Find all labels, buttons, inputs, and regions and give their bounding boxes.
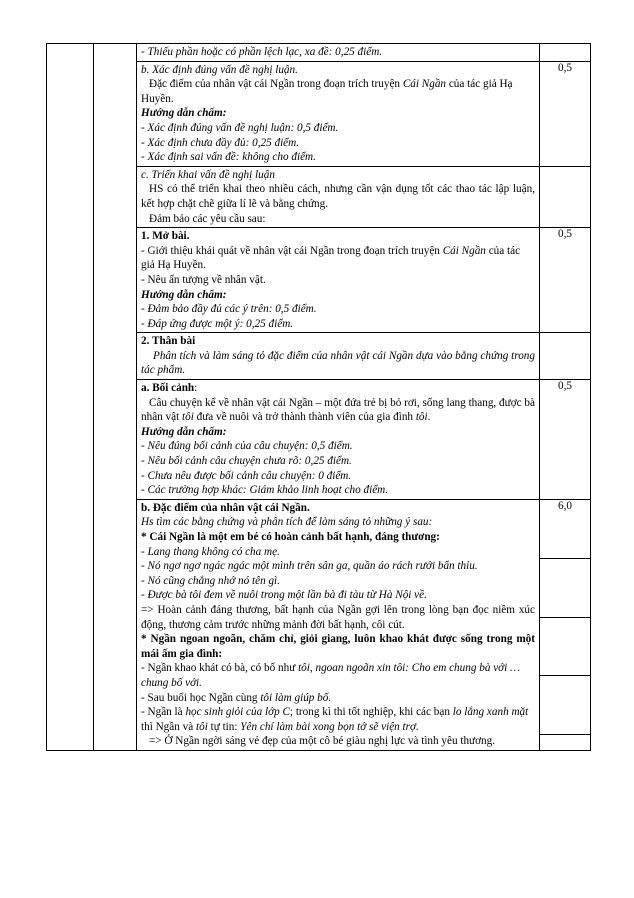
- section-heading: b. Đặc điểm của nhân vật cái Ngần.: [141, 501, 310, 514]
- content-cell: [137, 380, 540, 500]
- table-row: [47, 44, 591, 62]
- criterion-line: - Nêu bối cảnh câu chuyện chưa rõ: 0,25 điểm.: [141, 455, 352, 468]
- score-value: 0,5: [540, 380, 591, 500]
- guide-heading: Hướng dẫn chấm:: [141, 425, 227, 438]
- section-heading: 1. Mở bài.: [141, 230, 190, 243]
- sub-heading: * Ngần ngoan ngoãn, chăm chỉ, giỏi giang, luôn khao khát được sống trong một mái ấm gia đình:: [141, 633, 535, 660]
- paragraph: - Ngần khao khát có bà, có bố như tôi, ngoan ngoãn xin tôi: Cho em chung bà với … chung bố với.: [141, 662, 520, 689]
- guide-heading: Hướng dẫn chấm:: [141, 288, 227, 301]
- paragraph: - Giới thiệu khái quát về nhân vật cái Ngần trong đoạn trích truyện Cái Ngần của tác giả Hạ Huyền.: [141, 244, 521, 272]
- criterion-line: - Nêu đúng bối cảnh của câu chuyện: 0,5 điểm.: [141, 440, 353, 453]
- section-heading: c. Triển khai vấn đề nghị luận: [141, 168, 275, 181]
- paragraph: => Ở Ngần ngời sáng vẻ đẹp của một cô bé giàu nghị lực và tình yêu thương.: [149, 735, 496, 748]
- score-value: 0,5: [540, 61, 591, 166]
- score-cell: [540, 675, 591, 734]
- score-cell: [540, 558, 591, 617]
- criterion-line: - Đáp ứng được một ý: 0,25 điểm.: [141, 317, 294, 330]
- criterion-line: - Xác định sai vấn đề: không cho điểm.: [141, 151, 316, 164]
- score-value: 6,0: [540, 499, 591, 558]
- criterion-line: - Xác định đúng vấn đề nghị luận: 0,5 điểm.: [141, 121, 339, 134]
- score-cell: [540, 166, 591, 227]
- criterion-line: - Xác định chưa đầy đủ: 0,25 điểm.: [141, 136, 300, 149]
- content-cell: [137, 333, 540, 380]
- paragraph: Phân tích và làm sáng tỏ đặc điểm của nhân vật cái Ngần dựa vào bằng chứng trong tác phẩm.: [141, 349, 535, 377]
- score-cell: [540, 44, 591, 62]
- content-cell: [137, 166, 540, 227]
- paragraph: Đảm bảo các yêu cầu sau:: [149, 212, 266, 225]
- criterion-line: - Chưa nêu được bối cảnh câu chuyện: 0 điểm.: [141, 469, 352, 482]
- criterion-line: - Lang thang không có cha mẹ.: [141, 545, 280, 558]
- column-2-cell: [94, 44, 137, 751]
- content-cell: [137, 61, 540, 166]
- content-cell: [137, 228, 540, 333]
- score-cell: [540, 617, 591, 675]
- guide-heading: Hướng dẫn chấm:: [141, 107, 227, 120]
- section-heading: 2. Thân bài: [141, 335, 196, 348]
- sub-heading: * Cái Ngần là một em bé có hoàn cảnh bất hạnh, đáng thương:: [141, 531, 440, 543]
- criterion-line: - Thiếu phần hoặc có phần lệch lạc, xa đề: 0,25 điểm.: [141, 46, 383, 58]
- criterion-line: - Đảm bảo đầy đủ các ý trên: 0,5 điểm.: [141, 303, 317, 316]
- paragraph: - Sau buổi học Ngần cùng tôi làm giúp bố.: [141, 691, 332, 704]
- section-heading: b. Xác định đúng vấn đề nghị luận.: [141, 63, 298, 76]
- content-cell: [137, 499, 540, 750]
- content-cell: [137, 44, 540, 62]
- criterion-line: - Nó ngơ ngơ ngác ngác một mình trên sân ga, quần áo rách rưới bẩn thỉu.: [141, 560, 478, 573]
- score-cell: [540, 333, 591, 380]
- criterion-line: - Được bà tôi đem về nuôi trong một lần bà đi tàu từ Hà Nội về.: [141, 589, 427, 602]
- column-1-cell: [47, 44, 94, 751]
- paragraph: Đặc điểm của nhân vật cái Ngần trong đoạn trích truyện Cái Ngần của tác giả Hạ Huyền.: [141, 78, 513, 105]
- paragraph: Hs tìm các bằng chứng và phân tích để làm sáng tỏ những ý sau:: [141, 516, 433, 529]
- paragraph: Câu chuyện kể về nhân vật cái Ngần – một đứa trẻ bị bỏ rơi, sống lang thang, được bà nhân vật tôi đưa về nuôi và trở thành thành viên của gia đình tôi.: [141, 396, 535, 424]
- score-cell: [540, 734, 591, 750]
- criterion-line: - Nó cũng chẳng nhớ nó tên gì.: [141, 574, 280, 587]
- criterion-line: - Các trường hợp khác: Giám khảo linh hoạt cho điểm.: [141, 484, 389, 497]
- grading-table: [46, 43, 591, 751]
- section-heading: a. Bối cảnh:: [141, 382, 198, 395]
- paragraph: - Nêu ấn tượng về nhân vật.: [141, 273, 266, 286]
- score-value: 0,5: [540, 228, 591, 333]
- paragraph: => Hoàn cảnh đáng thương, bất hạnh của Ngần gợi lên trong lòng bạn đọc niềm xúc động, thương cảm trước những mảnh đời bất hạnh, côi cút.: [141, 603, 535, 631]
- paragraph: - Ngần là học sinh giỏi của lớp C; trong kì thi tốt nghiệp, khi các bạn lo lắng xanh mặt thì Ngần và tôi tự tin: Yên chí làm bài xong bọn tớ sẽ viện trợ.: [141, 706, 529, 733]
- paragraph: HS có thể triển khai theo nhiều cách, nhưng cần vận dụng tốt các thao tác lập luận, kết hợp chặt chẽ giữa lí lẽ và bằng chứng.: [141, 183, 535, 210]
